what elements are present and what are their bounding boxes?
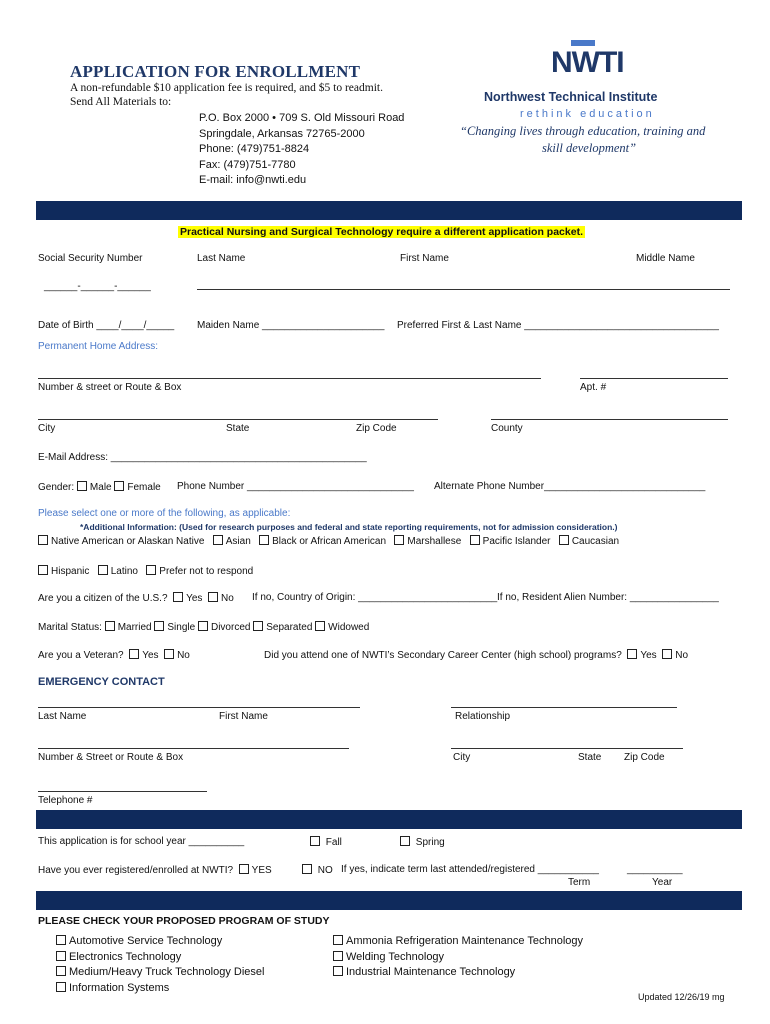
spring-checkbox[interactable]: [400, 836, 445, 848]
logo-tagline: rethink education: [520, 108, 655, 120]
last-term-field[interactable]: If yes, indicate term last attended/registered ___________: [341, 864, 599, 875]
city-state-zip-line[interactable]: [38, 419, 438, 420]
ssn-field[interactable]: ______-______-______: [44, 281, 151, 292]
option-label: Married: [117, 622, 152, 633]
checkbox-icon[interactable]: [253, 621, 263, 631]
last-year-field[interactable]: __________: [627, 864, 683, 875]
marital-option[interactable]: [253, 622, 312, 633]
maiden-name-field[interactable]: Maiden Name ______________________: [197, 320, 385, 331]
marital-option[interactable]: [154, 622, 195, 633]
checkbox-icon[interactable]: [239, 864, 249, 874]
last-name-label: Last Name: [197, 253, 246, 264]
program-label: Ammonia Refrigeration Maintenance Technology: [346, 935, 584, 947]
email-field[interactable]: E-Mail Address: ______________________________________________: [38, 452, 367, 463]
checkbox-icon[interactable]: [394, 535, 404, 545]
permanent-address-heading: Permanent Home Address:: [38, 341, 159, 352]
program-option[interactable]: [333, 934, 583, 950]
logo-mark: NWTI: [551, 46, 624, 79]
school-year-field[interactable]: This application is for school year __________: [38, 836, 245, 847]
male-checkbox[interactable]: [77, 482, 112, 493]
ethnicity-option[interactable]: [213, 536, 251, 547]
female-checkbox[interactable]: [114, 482, 160, 493]
checkbox-icon[interactable]: [559, 535, 569, 545]
preferred-name-field[interactable]: Preferred First & Last Name ___________________________________: [397, 320, 719, 331]
apt-label: Apt. #: [580, 382, 607, 393]
emergency-first-name-label: First Name: [219, 711, 268, 722]
marital-label: Marital Status:: [38, 622, 102, 633]
checkbox-icon[interactable]: [56, 935, 66, 945]
notice: [178, 226, 585, 238]
no-label: No: [177, 650, 190, 661]
female-label: Female: [127, 482, 161, 493]
yes-label: YES: [251, 865, 272, 876]
telephone-label: Telephone #: [38, 795, 93, 806]
checkbox-icon[interactable]: [333, 951, 343, 961]
checkbox-icon[interactable]: [56, 951, 66, 961]
relationship-line[interactable]: [451, 707, 677, 708]
address-line: Springdale, Arkansas 72765-2000: [199, 127, 365, 140]
send-label: Send All Materials to:: [70, 96, 172, 108]
program-label: Automotive Service Technology: [69, 935, 223, 947]
checkbox-icon[interactable]: [38, 535, 48, 545]
career-center-question: Did you attend one of NWTI’s Secondary Career Center (high school) programs?: [264, 650, 622, 661]
program-label: Electronics Technology: [69, 950, 182, 963]
option-label: Separated: [266, 622, 313, 633]
first-name-label: First Name: [400, 253, 449, 264]
program-label: Industrial Maintenance Technology: [346, 966, 516, 978]
registered-question: Have you ever registered/enrolled at NWTI?: [38, 865, 234, 876]
checkbox-icon[interactable]: [198, 621, 208, 631]
ethnicity-option[interactable]: [394, 536, 461, 547]
program-option[interactable]: [56, 934, 264, 950]
option-label: Asian: [225, 536, 251, 547]
emergency-name-line[interactable]: [38, 707, 360, 708]
checkbox-icon[interactable]: [333, 935, 343, 945]
citizen-yes-checkbox[interactable]: [173, 593, 202, 604]
checkbox-icon[interactable]: [56, 982, 66, 992]
checkbox-icon[interactable]: [208, 592, 218, 602]
yes-label: Yes: [142, 650, 159, 661]
checkbox-icon[interactable]: [38, 565, 48, 575]
male-label: Male: [89, 482, 112, 493]
middle-name-label: Middle Name: [636, 253, 695, 264]
updated-note: Updated 12/26/19 mg: [638, 992, 725, 1002]
county-field-line[interactable]: [491, 419, 728, 420]
checkbox-icon[interactable]: [259, 535, 269, 545]
ethnicity-row-2: [38, 565, 253, 577]
yes-label: Yes: [186, 593, 203, 604]
state-label: State: [226, 423, 250, 434]
checkbox-icon[interactable]: [77, 481, 87, 491]
emergency-heading: EMERGENCY CONTACT: [38, 676, 165, 688]
form-title: APPLICATION FOR ENROLLMENT: [70, 62, 361, 81]
program-label: Medium/Heavy Truck Technology Diesel: [69, 966, 265, 978]
veteran-row: [38, 649, 190, 661]
no-label: NO: [317, 865, 333, 876]
section-divider: [36, 810, 742, 829]
programs-left-column: [56, 934, 264, 996]
term-label: Term: [568, 877, 591, 888]
program-option[interactable]: [333, 950, 583, 966]
veteran-no-checkbox[interactable]: [164, 650, 190, 661]
registered-row: [38, 864, 272, 876]
program-option[interactable]: [333, 965, 583, 981]
nwti-logo: [551, 40, 624, 88]
veteran-yes-checkbox[interactable]: [129, 650, 158, 661]
emergency-state-label: State: [578, 752, 602, 763]
checkbox-icon[interactable]: [627, 649, 637, 659]
no-label: No: [220, 593, 234, 604]
checkbox-icon[interactable]: [154, 621, 164, 631]
checkbox-icon[interactable]: [213, 535, 223, 545]
program-label: Information Systems: [69, 981, 170, 994]
programs-right-column: [333, 934, 583, 981]
logo-name: Northwest Technical Institute: [484, 90, 658, 104]
county-label: County: [491, 423, 523, 434]
checkbox-icon[interactable]: [56, 966, 66, 976]
fall-checkbox[interactable]: [310, 836, 342, 848]
checkbox-icon[interactable]: [105, 621, 115, 631]
checkbox-icon[interactable]: [470, 535, 480, 545]
citizen-question: Are you a citizen of the U.S.?: [38, 593, 168, 604]
program-label: Welding Technology: [346, 950, 445, 963]
fee-note: A non-refundable $10 application fee is required, and $5 to readmit.: [70, 82, 383, 94]
emergency-street-label: Number & Street or Route & Box: [38, 752, 184, 763]
year-label: Year: [652, 877, 673, 888]
veteran-question: Are you a Veteran?: [38, 650, 124, 661]
option-label: Divorced: [210, 622, 251, 633]
phone-field[interactable]: Phone Number ______________________________: [177, 481, 414, 492]
checkbox-icon[interactable]: [114, 481, 124, 491]
street-label: Number & street or Route & Box: [38, 382, 182, 393]
checkbox-icon[interactable]: [146, 565, 156, 575]
ethnicity-option[interactable]: [38, 536, 204, 547]
apt-field-line[interactable]: [580, 378, 728, 379]
marital-option[interactable]: [315, 622, 369, 633]
option-label: Latino: [110, 566, 138, 577]
alt-phone-field[interactable]: Alternate Phone Number_____________________________: [434, 481, 706, 492]
option-label: Caucasian: [571, 536, 620, 547]
ethnicity-note: *Additional Information: (Used for research purposes and federal and state reporting requirements, not for admission consideration.): [80, 522, 618, 532]
ethnicity-option[interactable]: [470, 536, 551, 547]
notice-text: Practical Nursing and Surgical Technology require a different application packet.: [180, 226, 583, 238]
marital-option[interactable]: [198, 622, 250, 633]
checkbox-icon[interactable]: [302, 864, 312, 874]
registered-no-checkbox[interactable]: [302, 864, 333, 876]
ethnicity-option[interactable]: [146, 566, 253, 577]
career-center-no-checkbox[interactable]: [662, 650, 688, 661]
marital-option[interactable]: [105, 622, 152, 633]
dob-field[interactable]: Date of Birth ____/____/_____: [38, 320, 175, 331]
option-label: Black or African American: [272, 536, 387, 547]
option-label: Single: [167, 622, 196, 633]
marital-row: [38, 621, 369, 633]
ethnicity-option[interactable]: [259, 536, 386, 547]
section-divider: [36, 201, 742, 220]
relationship-label: Relationship: [455, 711, 511, 722]
no-label: No: [675, 650, 689, 661]
option-label: Hispanic: [51, 566, 90, 577]
checkbox-icon[interactable]: [173, 592, 183, 602]
emergency-street-line[interactable]: [38, 748, 349, 749]
resident-alien-field[interactable]: If no, Resident Alien Number: ________________: [497, 592, 719, 603]
checkbox-icon[interactable]: [400, 836, 410, 846]
address-line: Phone: (479)751-8824: [199, 143, 310, 155]
emergency-city-line[interactable]: [451, 748, 683, 749]
program-option[interactable]: [56, 950, 264, 966]
fall-label: Fall: [325, 837, 342, 848]
address-line: P.O. Box 2000 • 709 S. Old Missouri Road: [199, 112, 405, 124]
emergency-city-label: City: [453, 752, 471, 763]
name-field-line[interactable]: [197, 289, 730, 290]
career-center-row: [264, 649, 688, 661]
checkbox-icon[interactable]: [129, 649, 139, 659]
registered-yes-checkbox[interactable]: [239, 865, 272, 876]
street-field-line[interactable]: [38, 378, 541, 379]
emergency-last-name-label: Last Name: [38, 711, 87, 722]
ethnicity-option[interactable]: [38, 566, 89, 577]
option-label: Prefer not to respond: [159, 566, 254, 577]
checkbox-icon[interactable]: [662, 649, 672, 659]
address-line: Fax: (479)751-7780: [199, 158, 296, 171]
career-center-yes-checkbox[interactable]: [627, 650, 656, 661]
slogan-line-2: skill development”: [542, 141, 637, 155]
ethnicity-row-1: [38, 535, 619, 547]
checkbox-icon[interactable]: [333, 966, 343, 976]
gender-row: [38, 481, 161, 493]
address-email: E-mail: info@nwti.edu: [199, 174, 307, 186]
program-option[interactable]: [56, 965, 264, 981]
ethnicity-option[interactable]: [559, 536, 619, 547]
ssn-label: Social Security Number: [38, 253, 143, 264]
slogan-line-1: “Changing lives through education, training and: [460, 124, 706, 138]
program-option[interactable]: [56, 981, 264, 997]
ethnicity-option[interactable]: [98, 566, 138, 577]
option-label: Pacific Islander: [482, 536, 551, 547]
city-label: City: [38, 423, 56, 434]
citizen-row: [38, 592, 234, 604]
section-divider: [36, 891, 742, 910]
emergency-zip-label: Zip Code: [624, 752, 665, 763]
option-label: Marshallese: [407, 536, 462, 547]
programs-heading: PLEASE CHECK YOUR PROPOSED PROGRAM OF STUDY: [38, 915, 330, 927]
country-origin-field[interactable]: If no, Country of Origin: _________________________: [252, 592, 498, 603]
option-label: Native American or Alaskan Native: [51, 536, 205, 547]
checkbox-icon[interactable]: [164, 649, 174, 659]
mailing-address: [199, 111, 404, 189]
option-label: Widowed: [328, 622, 370, 633]
telephone-line[interactable]: [38, 791, 207, 792]
checkbox-icon[interactable]: [310, 836, 320, 846]
gender-label: Gender:: [38, 482, 75, 493]
ethnicity-heading: Please select one or more of the following, as applicable:: [38, 508, 291, 519]
citizen-no-checkbox[interactable]: [208, 593, 234, 604]
yes-label: Yes: [640, 650, 657, 661]
checkbox-icon[interactable]: [98, 565, 108, 575]
zip-label: Zip Code: [356, 423, 397, 434]
spring-label: Spring: [415, 837, 445, 848]
checkbox-icon[interactable]: [315, 621, 325, 631]
